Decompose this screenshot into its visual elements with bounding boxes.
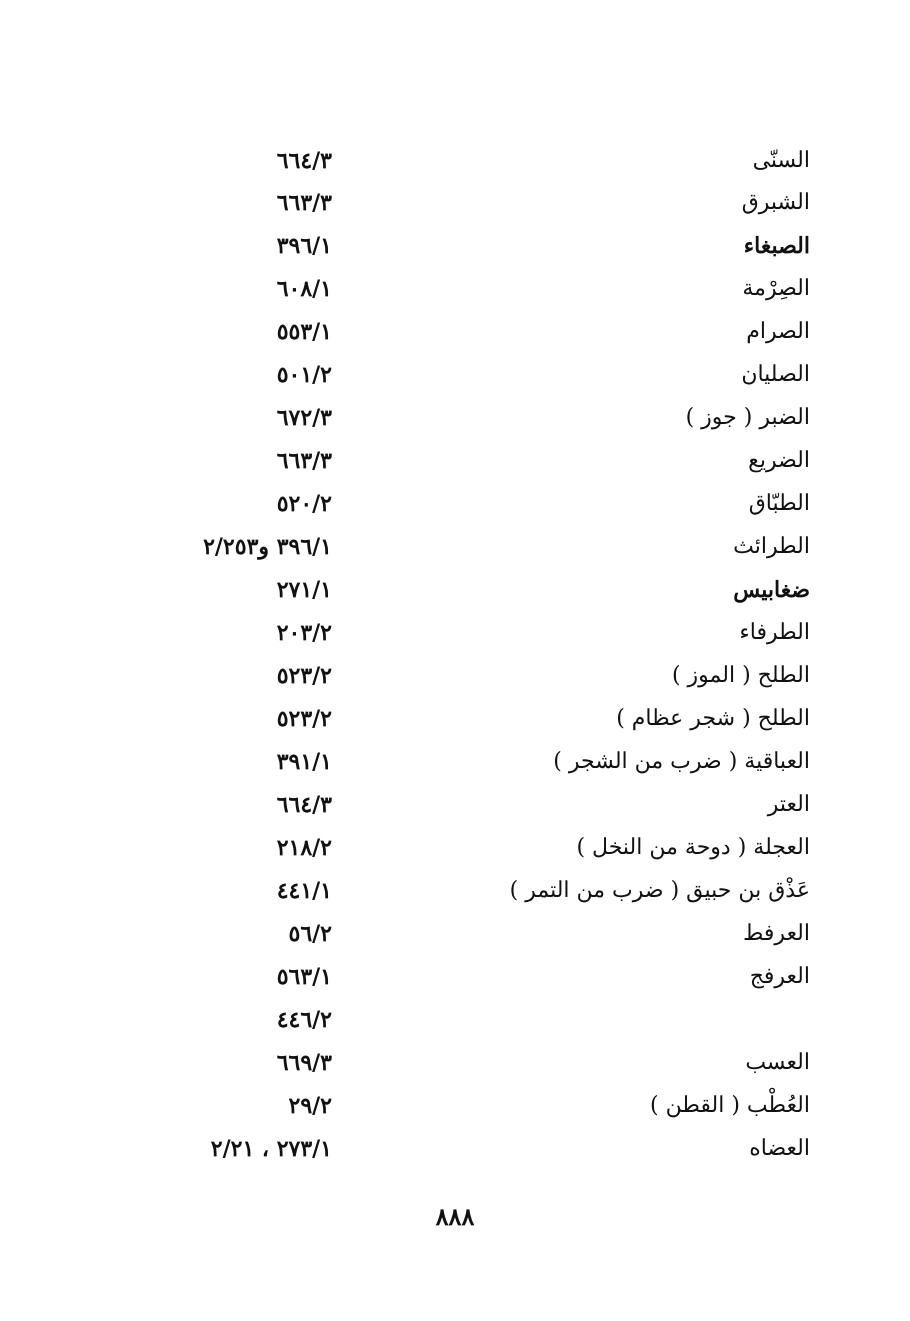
entry-term: الشبرق: [741, 190, 810, 215]
index-entry: [0, 1085, 910, 1127]
index-entry: [0, 268, 910, 310]
index-entry: [0, 655, 910, 697]
entry-reference: ٢٩/٢: [288, 1093, 332, 1119]
entry-reference: ٥٠١/٢: [276, 362, 332, 388]
entry-term: الصليان: [741, 362, 810, 387]
entry-term: العُطْب ( القطن ): [650, 1093, 810, 1118]
entry-reference: ٦٦٣/٣: [276, 448, 332, 474]
entry-term: العتر: [767, 792, 810, 817]
entry-reference: ٤٤١/١: [276, 878, 332, 904]
index-entry: [0, 956, 910, 998]
index-entry: [0, 827, 910, 869]
page-number: ٨٨٨: [435, 1202, 475, 1231]
entry-term: الطلح ( شجر عظام ): [616, 706, 810, 731]
entry-reference: ٥٦/٢: [288, 921, 332, 947]
entry-reference: ٣٩١/١: [276, 749, 332, 775]
entry-reference: ٢٧٣/١ ، ٢/٢١: [210, 1136, 332, 1162]
index-entry: [0, 698, 910, 740]
index-entry: [0, 182, 910, 224]
entry-reference: ٥٢٣/٢: [276, 663, 332, 689]
index-entry: [0, 870, 910, 912]
entry-reference: ٥٥٣/١: [276, 319, 332, 345]
entry-term: العباقية ( ضرب من الشجر ): [553, 749, 810, 774]
entry-term: العجلة ( دوحة من النخل ): [576, 835, 810, 860]
entry-term: الطبّاق: [748, 491, 810, 516]
entry-reference: ٦٦٩/٣: [276, 1050, 332, 1076]
entry-reference: ٣٩٦/١: [276, 233, 332, 259]
entry-term: عَذْق بن حبيق ( ضرب من التمر ): [509, 878, 810, 903]
entry-term: الطرائث: [733, 534, 810, 559]
entry-term: العرفج: [749, 964, 810, 989]
entry-reference: ٣٩٦/١ و٢/٢٥٣: [203, 534, 332, 560]
index-entry: [0, 1042, 910, 1084]
index-entry: [0, 225, 910, 267]
entry-term: العرفط: [743, 921, 810, 946]
entry-term: الطلح ( الموز ): [671, 663, 810, 688]
index-entry: [0, 354, 910, 396]
entry-term: العضاه: [749, 1136, 810, 1161]
entry-reference: ٦٧٢/٣: [276, 405, 332, 431]
entry-term: الصِرْمة: [742, 276, 810, 301]
index-entry: [0, 569, 910, 611]
entry-term: الطرفاء: [739, 620, 810, 645]
entry-term: السنّى: [752, 148, 810, 173]
entry-reference: ٦٦٤/٣: [276, 148, 332, 174]
entry-term: ضغابيس: [733, 577, 810, 603]
index-entry: [0, 741, 910, 783]
index-entry: [0, 311, 910, 353]
entry-term: الصبغاء: [743, 233, 810, 259]
entry-term: الصرام: [746, 319, 810, 344]
entry-reference: ٢١٨/٢: [276, 835, 332, 861]
entry-reference: ٢٠٣/٢: [276, 620, 332, 646]
entry-reference: ٥٦٣/١: [276, 964, 332, 990]
entry-reference: ٦٠٨/١: [276, 276, 332, 302]
entry-reference: ٦٦٤/٣: [276, 792, 332, 818]
entry-reference: ٤٤٦/٢: [276, 1007, 332, 1033]
index-entry: [0, 612, 910, 654]
index-entry: [0, 483, 910, 525]
index-entry: [0, 784, 910, 826]
index-entry: [0, 913, 910, 955]
entry-reference: ٥٢٣/٢: [276, 706, 332, 732]
index-entry: [0, 140, 910, 182]
index-entry: [0, 1128, 910, 1170]
entry-term: الضريع: [748, 448, 810, 473]
entry-term: الضبر ( جوز ): [685, 405, 810, 430]
index-entry: [0, 526, 910, 568]
entry-term: العسب: [745, 1050, 810, 1075]
index-entry: [0, 440, 910, 482]
entry-reference: ٦٦٣/٣: [276, 190, 332, 216]
entry-reference: ٥٢٠/٢: [276, 491, 332, 517]
index-entry: [0, 397, 910, 439]
entry-reference: ٢٧١/١: [276, 577, 332, 603]
index-entry: [0, 999, 910, 1041]
